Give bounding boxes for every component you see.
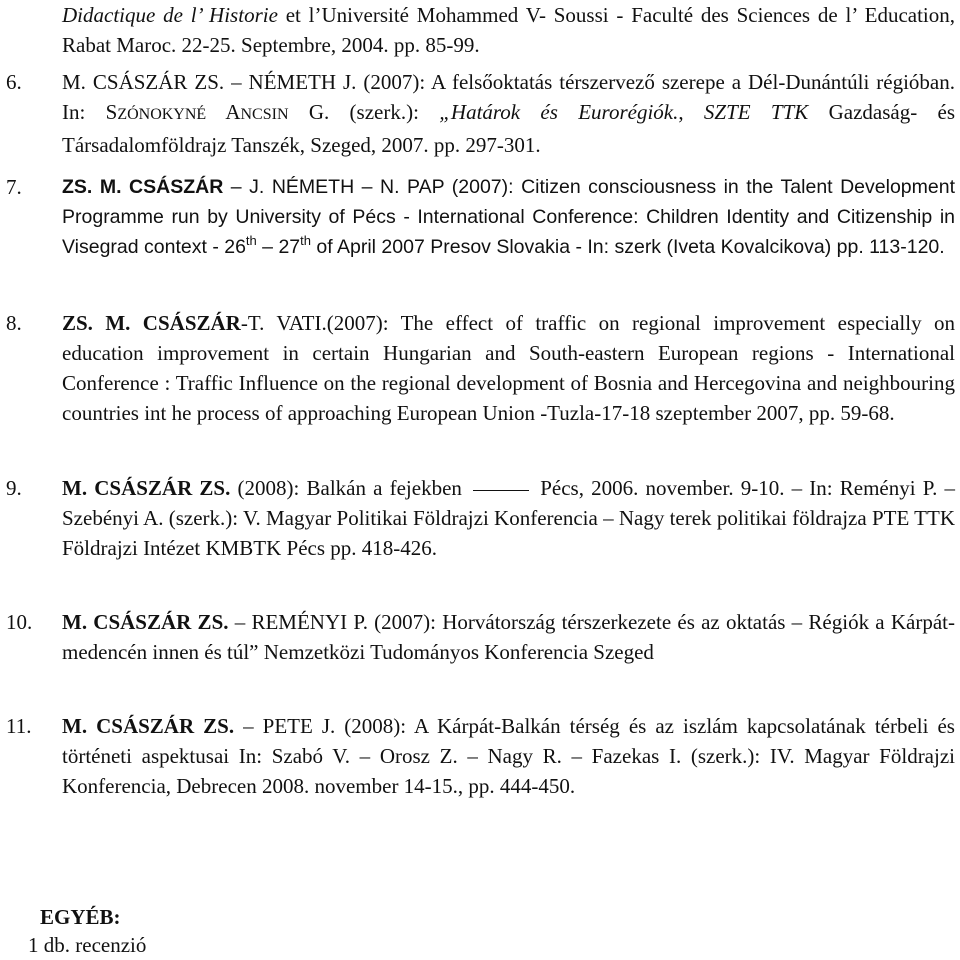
text-run: – 27 (256, 236, 301, 258)
entry-number: 10. (6, 610, 33, 634)
entry-text (62, 172, 955, 262)
entry-text (62, 473, 955, 563)
text-run: G. (szerk.): (288, 100, 440, 124)
text-run: A (206, 100, 241, 124)
text-run: Gazdaság- és Társadalomföldrajz Tanszék, Szeged, 2007. pp. 297-301. (62, 100, 955, 157)
text-run: – J. NÉMETH – N. PAP (2007): Citizen consciousness in the Talent Development Programme run by University of Pécs - International Conference: Children Identity and Citizenship in Visegrad context - 26 (62, 176, 955, 258)
text-run: th (300, 233, 311, 248)
entry-text (62, 308, 955, 428)
text-run: (2008): Balkán a fejekben (230, 476, 470, 500)
text-run: ZS. M. CSÁSZÁR (62, 176, 224, 198)
text-run: , (678, 100, 704, 124)
entry-text (62, 67, 955, 160)
entry-text (62, 711, 955, 801)
text-run: ZÓNOKYNÉ (117, 106, 207, 123)
text-run: NCSIN (240, 106, 289, 123)
section-item: 1 db. recenzió (28, 933, 147, 957)
entry-number: 11. (6, 714, 32, 738)
text-run: Didactique de l’ Historie (62, 3, 278, 27)
text-run (473, 490, 529, 491)
entry-number: 7. (6, 175, 22, 199)
text-run: „Határok és Eurorégiók. (439, 100, 679, 124)
text-run: M. CSÁSZÁR ZS. – NÉMETH J. (2007): A felsőoktatás térszervező szerepe a Dél-Dunántúli régióban. In: S (62, 70, 955, 124)
text-run: Pécs, 2006. november. 9-10. – In: Reményi P. – Szebényi A. (szerk.): V. Magyar Politikai Földrajzi Konferencia – Nagy terek politikai földrajza PTE TTK Földrajzi Intézet KMBTK Pécs pp. 418-426. (62, 476, 956, 560)
section-heading-egyeb: EGYÉB: (40, 905, 121, 929)
entry-number: 6. (6, 70, 22, 94)
entry-text (62, 0, 955, 60)
text-run: – REMÉNYI P. (2007): Horvátország térszerkezete és az oktatás – Régiók a Kárpát-medencén innen és túl” Nemzetközi Tudományos Konferencia Szeged (62, 610, 955, 664)
text-run: M. CSÁSZÁR ZS. (62, 714, 235, 738)
text-run: -T. VATI.(2007): The effect of traffic on regional improvement especially on education improvement in certain Hungarian and South-eastern European regions - International Conference : Traffic Influence on the regional development of Bosnia and Hercegovina and neighbouring countries int he process of approaching European Union -Tuzla-17-18 szeptember 2007, pp. 59-68. (62, 311, 955, 425)
entry-number: 9. (6, 476, 22, 500)
text-run: M. CSÁSZÁR ZS. (62, 610, 229, 634)
text-run: – PETE J. (2008): A Kárpát-Balkán térség és az iszlám kapcsolatának térbeli és történeti aspektusai In: Szabó V. – Orosz Z. – Nagy R. – Fazekas I. (szerk.): IV. Magyar Földrajzi Konferencia, Debrecen 2008. november 14-15., pp. 444-450. (62, 714, 955, 798)
entry-number: 8. (6, 311, 22, 335)
text-run: M. CSÁSZÁR ZS. (62, 476, 231, 500)
text-run: SZTE TTK (703, 100, 809, 124)
text-run: of April 2007 Presov Slovakia - In: szerk (Iveta Kovalcikova) pp. 113-120. (310, 236, 945, 258)
entry-text (62, 607, 955, 667)
text-run: ZS. M. CSÁSZÁR (62, 311, 241, 335)
text-run: et l’Université Mohammed V- Soussi - Faculté des Sciences de l’ Education, Rabat Maroc. 22-25. Septembre, 2004. pp. 85-99. (62, 3, 956, 57)
text-run: th (245, 233, 257, 248)
